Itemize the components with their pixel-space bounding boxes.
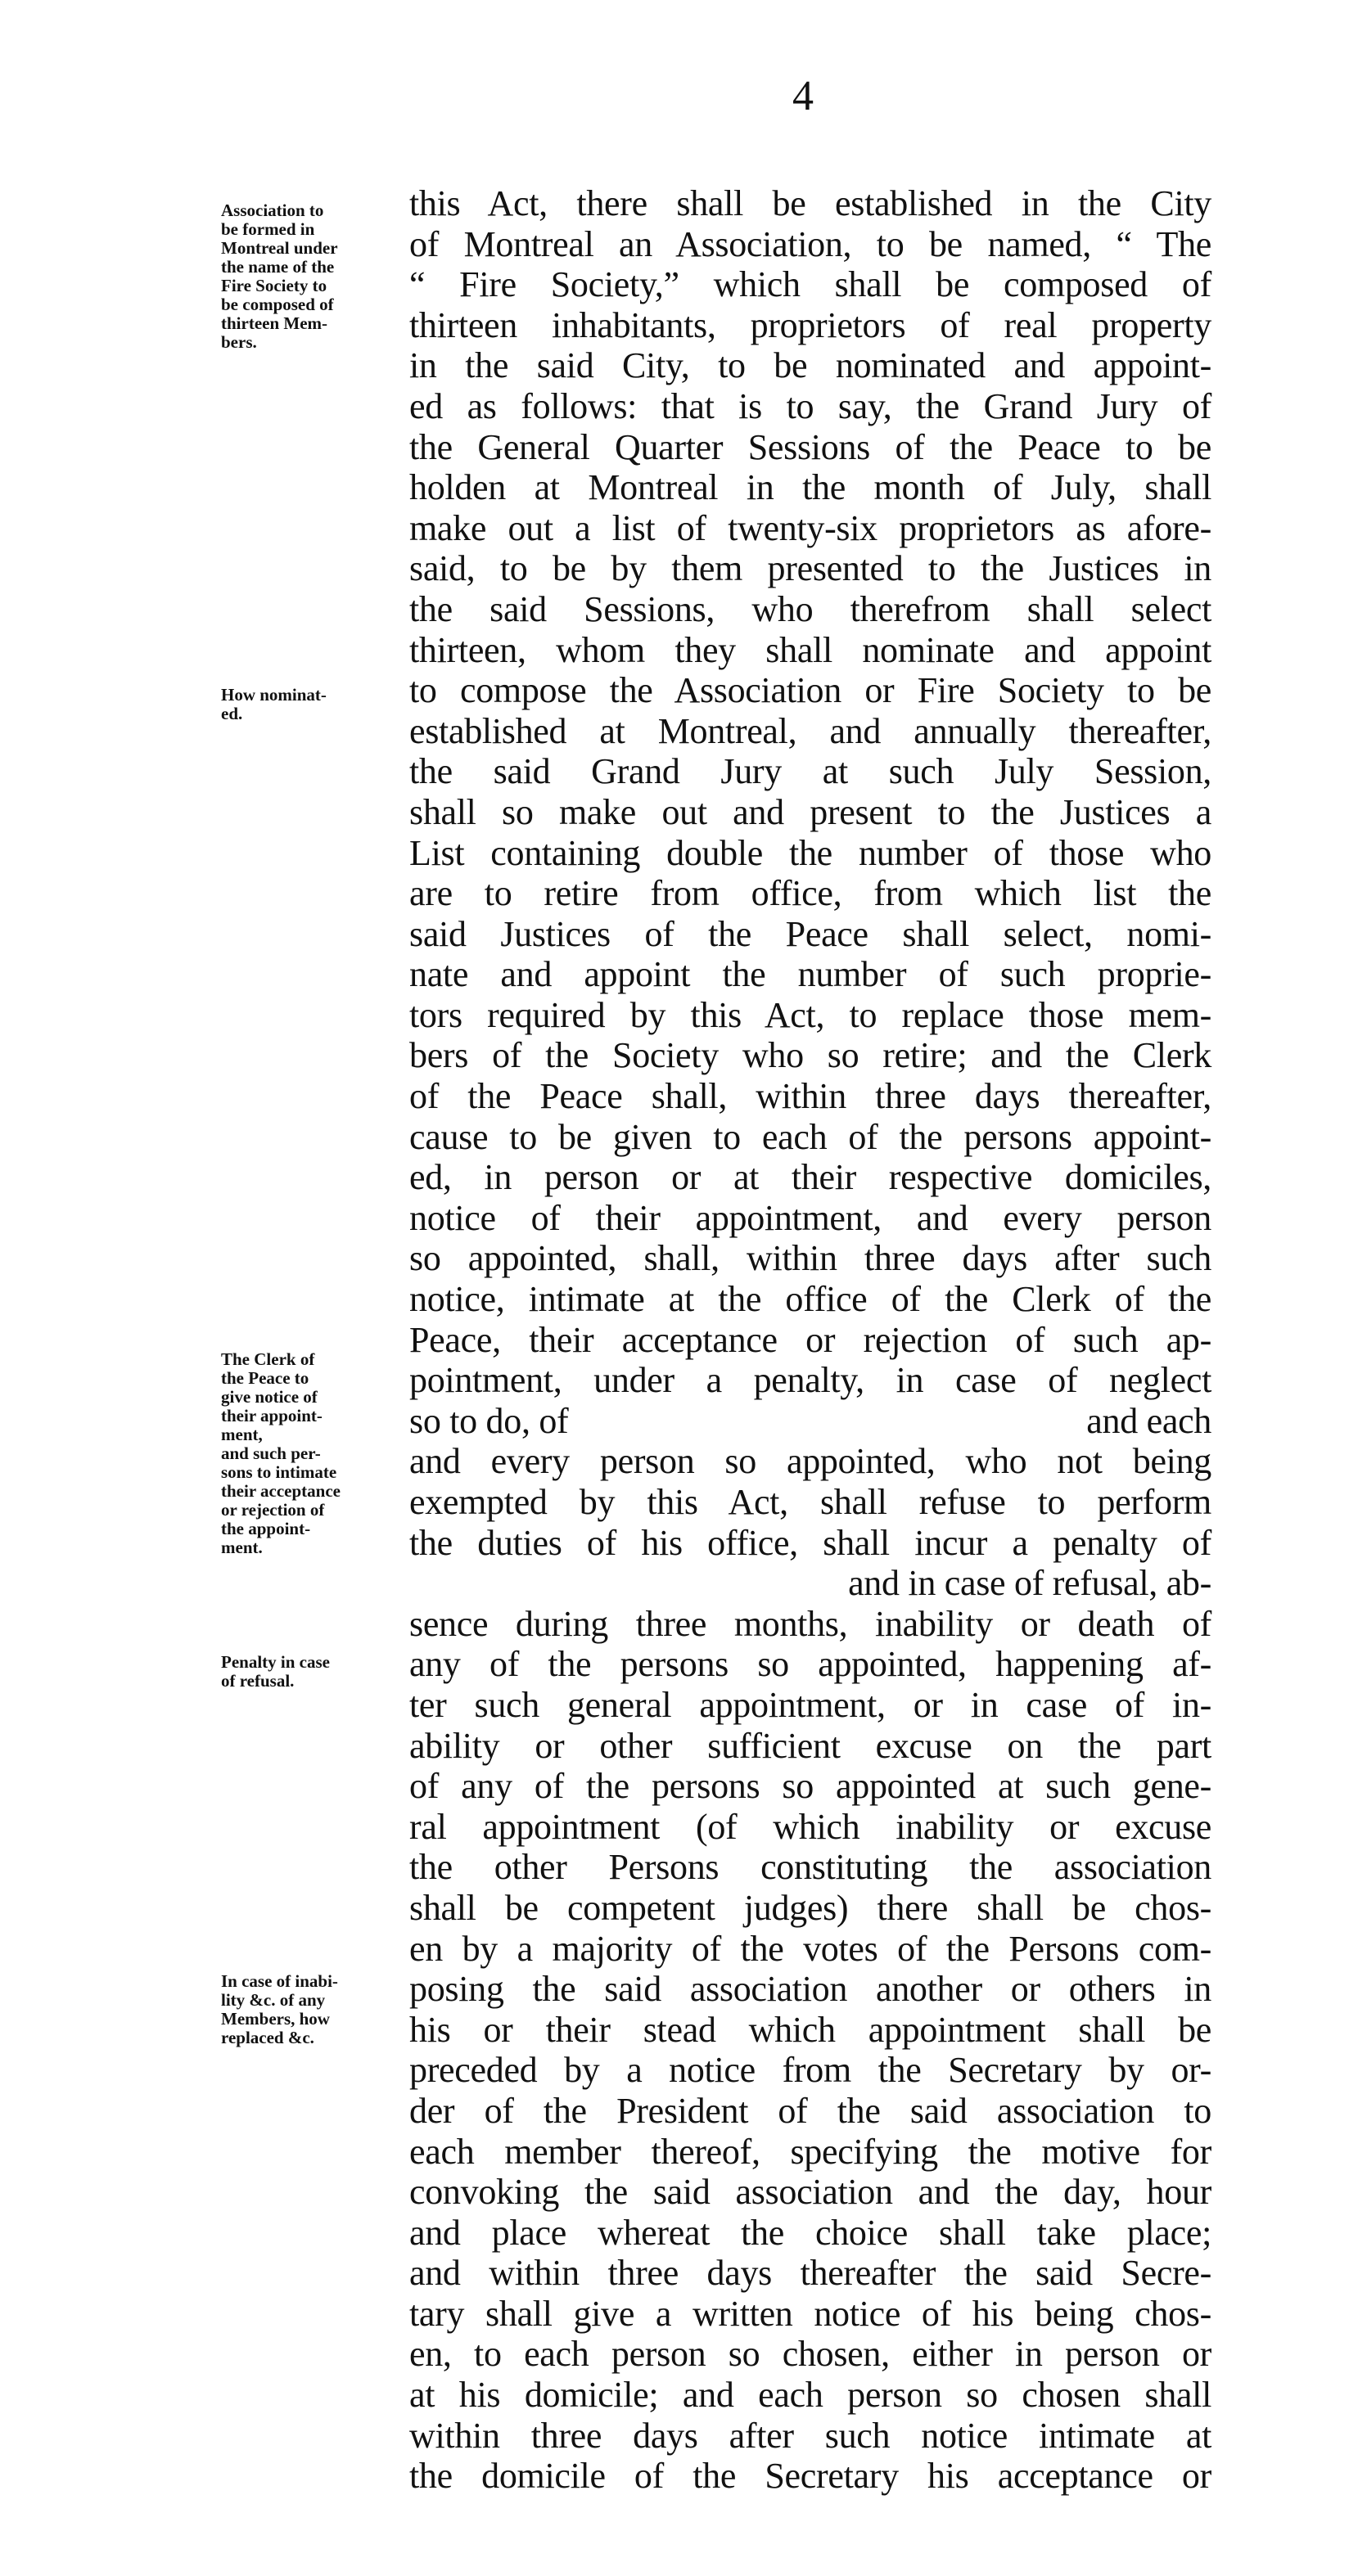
body-text bbox=[409, 183, 1211, 2497]
margin-note-line: the appoint- bbox=[221, 1519, 311, 1538]
body-line: bers of the Society who so retire; and the Clerk bbox=[409, 1035, 1211, 1076]
body-line: ed as follows: that is to say, the Grand Jury of bbox=[409, 385, 1211, 426]
body-line: en, to each person so chosen, either in person or bbox=[409, 2334, 1211, 2375]
body-line: at his domicile; and each person so chosen shall bbox=[409, 2375, 1211, 2416]
body-line: and every person so appointed, who not being bbox=[409, 1441, 1211, 1482]
body-line: the General Quarter Sessions of the Peace to be bbox=[409, 426, 1211, 467]
body-line: of Montreal an Association, to be named, “ The bbox=[409, 223, 1211, 264]
body-line: his or their stead which appointment shall be bbox=[409, 2009, 1211, 2050]
body-line: nate and appoint the number of such proprie- bbox=[409, 954, 1211, 995]
body-line: notice, intimate at the office of the Clerk of the bbox=[409, 1279, 1211, 1320]
margin-note-line: and such per- bbox=[221, 1443, 321, 1463]
body-line: in the said City, to be nominated and appoint- bbox=[409, 345, 1211, 386]
margin-note-line: Association to bbox=[221, 200, 324, 220]
body-line: said Justices of the Peace shall select, nomi- bbox=[409, 913, 1211, 954]
margin-note-line: Penalty in case bbox=[221, 1652, 330, 1672]
body-line: List containing double the number of those who bbox=[409, 832, 1211, 873]
body-line: “ Fire Society,” which shall be composed of bbox=[409, 264, 1211, 305]
margin-note-line: ed. bbox=[221, 704, 243, 723]
margin-note-line: thirteen Mem- bbox=[221, 313, 328, 333]
body-line: en by a majority of the votes of the Persons com- bbox=[409, 1928, 1211, 1969]
body-line: so appointed, shall, within three days after such bbox=[409, 1238, 1211, 1279]
body-line: thirteen, whom they shall nominate and appoint bbox=[409, 629, 1211, 670]
body-line: ed, in person or at their respective domiciles, bbox=[409, 1157, 1211, 1198]
body-line: within three days after such notice intimate at bbox=[409, 2415, 1211, 2456]
body-line: established at Montreal, and annually thereafter, bbox=[409, 710, 1211, 751]
margin-note-line: the Peace to bbox=[221, 1368, 309, 1388]
body-line: exempted by this Act, shall refuse to perform bbox=[409, 1482, 1211, 1522]
body-line: any of the persons so appointed, happening af- bbox=[409, 1644, 1211, 1685]
margin-note-line: The Clerk of bbox=[221, 1349, 315, 1369]
margin-note-line: ment, bbox=[221, 1425, 263, 1444]
margin-note-line: or rejection of bbox=[221, 1500, 325, 1520]
body-line: convoking the said association and the day, hour bbox=[409, 2172, 1211, 2213]
margin-note-line: Montreal under bbox=[221, 238, 338, 258]
margin-note-line: Fire Society to bbox=[221, 276, 327, 295]
margin-note-line: be formed in bbox=[221, 219, 315, 239]
body-line: thirteen inhabitants, proprietors of real property bbox=[409, 304, 1211, 345]
body-line: each member thereof, specifying the motive for bbox=[409, 2131, 1211, 2172]
body-line: this Act, there shall be established in the City bbox=[409, 183, 1211, 223]
margin-note-association bbox=[221, 201, 393, 352]
margin-note-line: their appoint- bbox=[221, 1406, 323, 1425]
body-line: posing the said association another or others in bbox=[409, 1969, 1211, 2010]
margin-note-line: replaced &c. bbox=[221, 2028, 314, 2047]
body-line: ral appointment (of which inability or excuse bbox=[409, 1806, 1211, 1847]
body-line-split bbox=[409, 1401, 1211, 1442]
margin-note-line: ment. bbox=[221, 1538, 263, 1557]
body-line: notice of their appointment, and every person bbox=[409, 1197, 1211, 1238]
body-line: the domicile of the Secretary his acceptance or bbox=[409, 2456, 1211, 2497]
body-line: der of the President of the said association to bbox=[409, 2090, 1211, 2131]
margin-note-clerk-notice bbox=[221, 1350, 393, 1557]
body-line: are to retire from office, from which list the bbox=[409, 873, 1211, 914]
margin-note-penalty bbox=[221, 1653, 393, 1691]
body-line: the other Persons constituting the association bbox=[409, 1847, 1211, 1888]
body-line: pointment, under a penalty, in case of neglect bbox=[409, 1360, 1211, 1401]
body-line-indented bbox=[409, 1563, 1211, 1604]
body-line: the said Sessions, who therefrom shall select bbox=[409, 588, 1211, 629]
body-line-left: so to do, of bbox=[409, 1400, 569, 1441]
margin-note-line: sons to intimate bbox=[221, 1462, 337, 1482]
margin-note-line: their acceptance bbox=[221, 1481, 341, 1501]
margin-note-line: of refusal. bbox=[221, 1671, 295, 1691]
margin-note-line: the name of the bbox=[221, 257, 335, 277]
body-line: Peace, their acceptance or rejection of such ap- bbox=[409, 1319, 1211, 1360]
body-line: said, to be by them presented to the Justices in bbox=[409, 548, 1211, 589]
margin-note-how-nominated bbox=[221, 686, 393, 723]
body-line: ability or other sufficient excuse on the part bbox=[409, 1725, 1211, 1766]
body-line: to compose the Association or Fire Society to be bbox=[409, 670, 1211, 711]
body-line-right: and each bbox=[1086, 1400, 1211, 1441]
body-line: and within three days thereafter the said Secre- bbox=[409, 2253, 1211, 2294]
margin-note-line: give notice of bbox=[221, 1387, 318, 1407]
page-number: 4 bbox=[792, 73, 814, 119]
body-line: sence during three months, inability or death of bbox=[409, 1603, 1211, 1644]
body-line-right: and in case of refusal, ab- bbox=[848, 1563, 1211, 1604]
body-line: ter such general appointment, or in case of in- bbox=[409, 1684, 1211, 1725]
body-line: preceded by a notice from the Secretary by or- bbox=[409, 2050, 1211, 2091]
margin-note-line: be composed of bbox=[221, 295, 334, 314]
body-line: make out a list of twenty-six proprietors as afore- bbox=[409, 507, 1211, 548]
margin-note-inability bbox=[221, 1972, 393, 2047]
body-line: shall so make out and present to the Justices a bbox=[409, 791, 1211, 832]
body-line: of the Peace shall, within three days thereafter, bbox=[409, 1076, 1211, 1117]
margin-note-line: Members, how bbox=[221, 2009, 330, 2029]
body-line: tors required by this Act, to replace those mem- bbox=[409, 994, 1211, 1035]
body-line: of any of the persons so appointed at such gene- bbox=[409, 1766, 1211, 1807]
body-line: cause to be given to each of the persons appoint- bbox=[409, 1116, 1211, 1157]
body-line: tary shall give a written notice of his being chos- bbox=[409, 2293, 1211, 2334]
margin-note-line: In case of inabi- bbox=[221, 1971, 338, 1991]
body-line: holden at Montreal in the month of July, shall bbox=[409, 467, 1211, 508]
margin-note-line: lity &c. of any bbox=[221, 1990, 326, 2010]
body-line: shall be competent judges) there shall be chos- bbox=[409, 1887, 1211, 1928]
body-line: the duties of his office, shall incur a penalty of bbox=[409, 1522, 1211, 1563]
body-line: the said Grand Jury at such July Session, bbox=[409, 751, 1211, 792]
body-line: and place whereat the choice shall take place; bbox=[409, 2212, 1211, 2253]
margin-note-line: bers. bbox=[221, 332, 257, 352]
margin-note-line: How nominat- bbox=[221, 685, 327, 705]
